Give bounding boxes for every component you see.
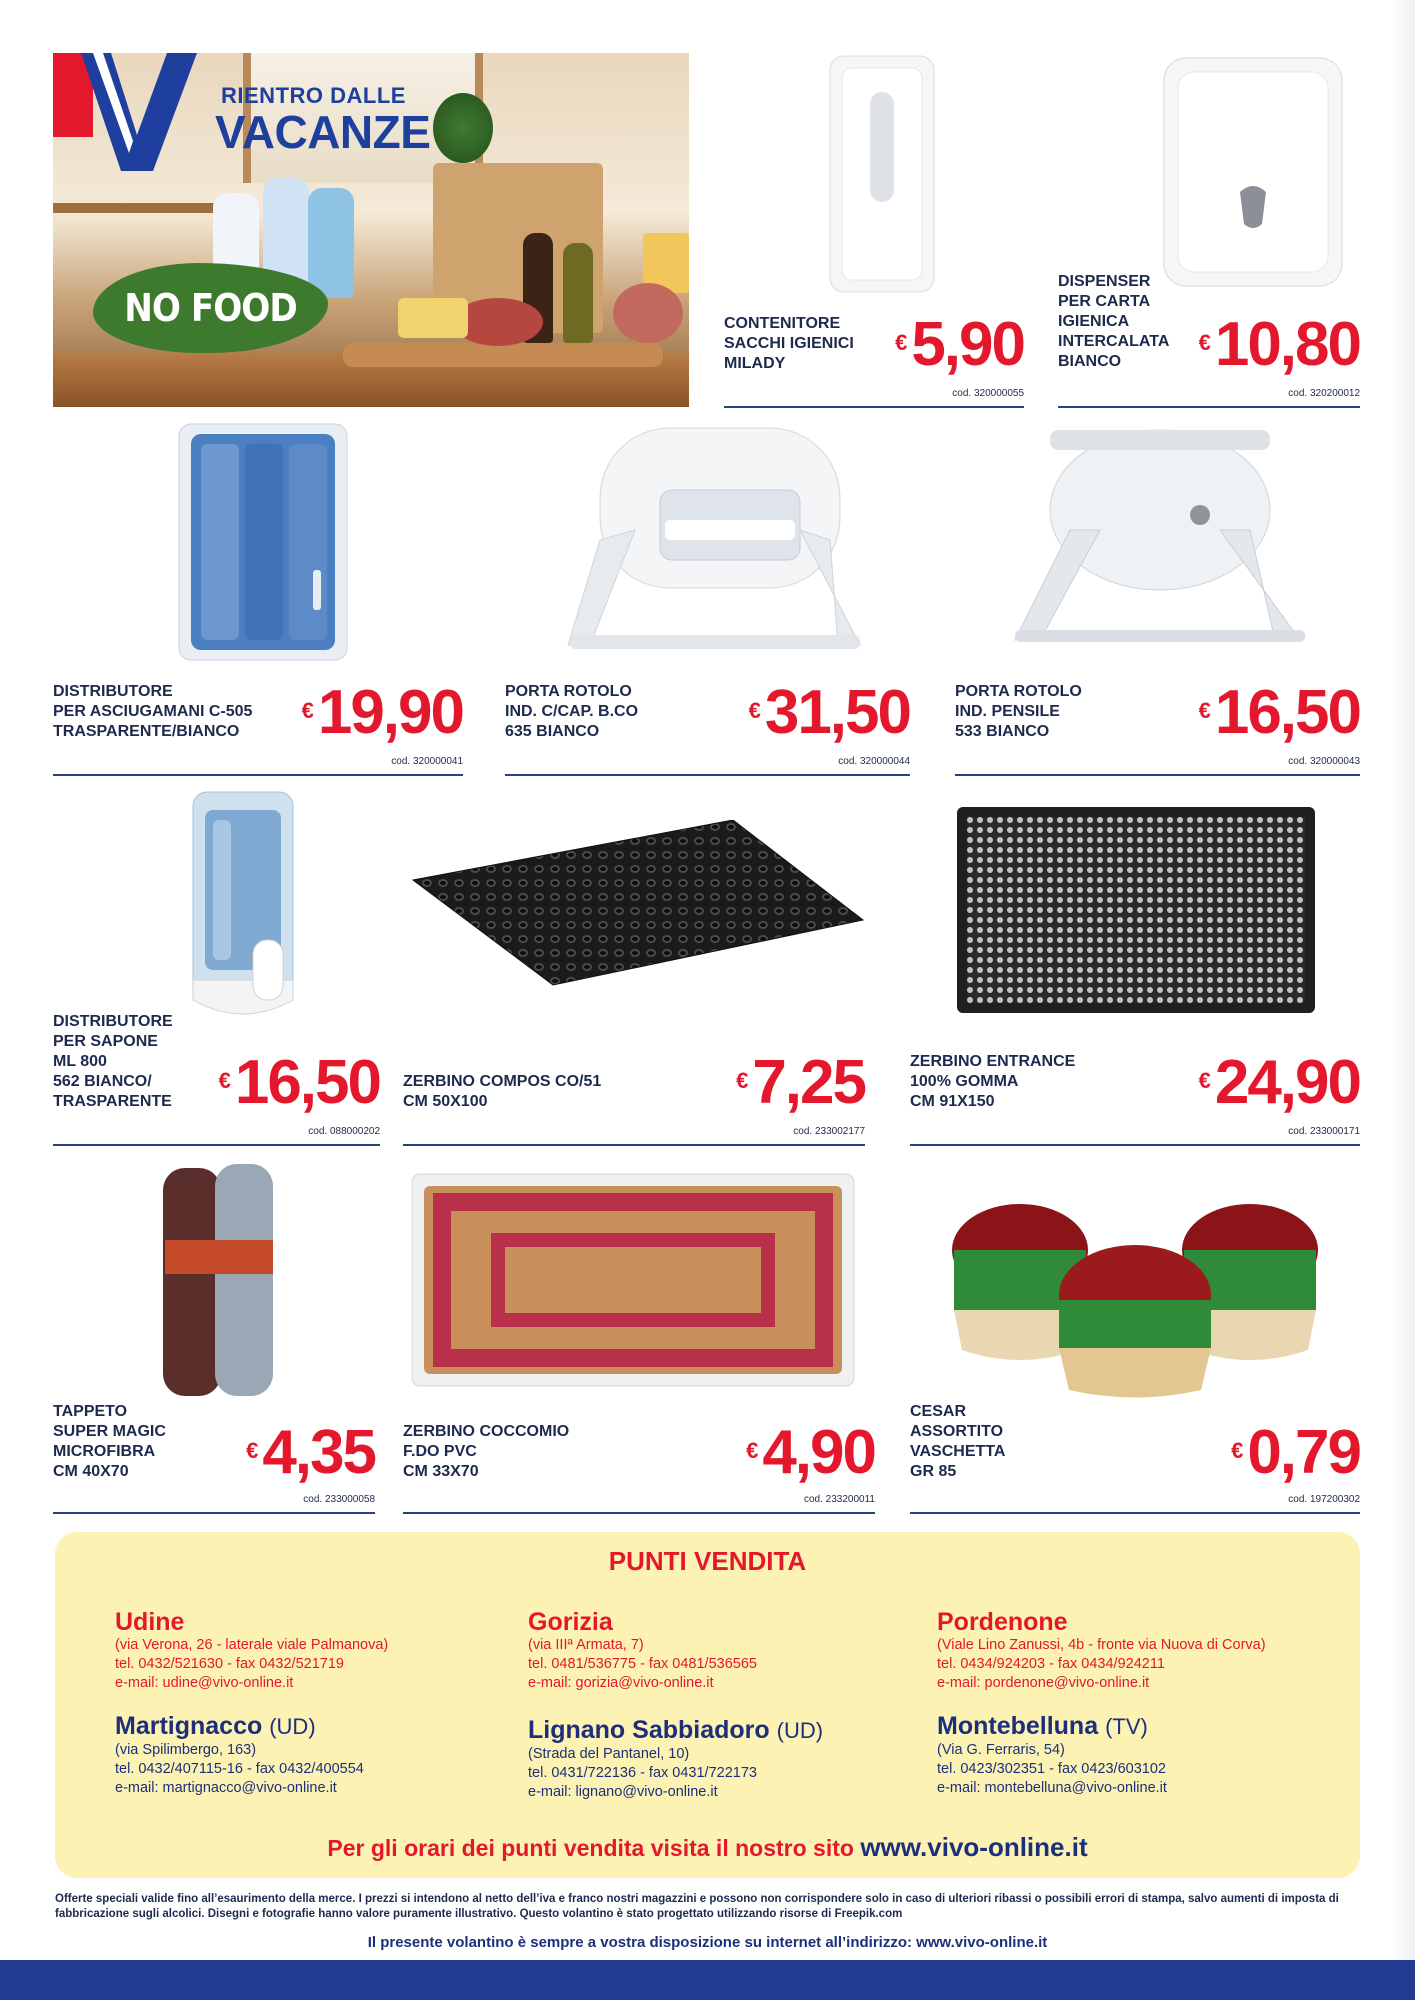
- no-food-badge: NO FOOD: [93, 263, 328, 353]
- product-card: [1058, 52, 1360, 412]
- product-card: [53, 790, 380, 1150]
- stores-panel: [55, 1532, 1360, 1878]
- price-value: 5,90: [911, 310, 1024, 379]
- product-card: [505, 420, 910, 780]
- product-divider: [53, 1144, 380, 1146]
- store-udine: [115, 1608, 535, 1693]
- product-code: cod. 088000202: [308, 1126, 380, 1137]
- product-price: [895, 310, 1024, 380]
- store-province: (UD): [269, 1714, 316, 1739]
- store-address: (via Spilimbergo, 163): [115, 1742, 257, 1758]
- currency-symbol: €: [1231, 1437, 1244, 1463]
- store-city: Pordenone: [937, 1608, 1068, 1636]
- store-city: [528, 1716, 948, 1745]
- soap-dispenser-image: [183, 790, 303, 1030]
- product-description: DISTRIBUTORE PER ASCIUGAMANI C-505 TRASPARENTE/BIANCO: [53, 683, 253, 740]
- product-description: ZERBINO COMPOS CO/51 CM 50X100: [403, 1073, 602, 1110]
- oil-bottle: [563, 243, 593, 343]
- store-city-name: Montebelluna: [937, 1712, 1099, 1740]
- product-divider: [955, 774, 1360, 776]
- currency-symbol: €: [746, 1437, 759, 1463]
- store-city: [937, 1712, 1357, 1741]
- product-divider: [1058, 406, 1360, 408]
- price-value: 7,25: [752, 1048, 865, 1117]
- store-email: e-mail: gorizia@vivo-online.it: [528, 1675, 714, 1691]
- product-description: ZERBINO ENTRANCE 100% GOMMA CM 91X150: [910, 1053, 1076, 1110]
- store-email: e-mail: lignano@vivo-online.it: [528, 1784, 718, 1800]
- product-description: PORTA ROTOLO IND. C/CAP. B.CO 635 BIANCO: [505, 683, 639, 740]
- store-email: e-mail: udine@vivo-online.it: [115, 1675, 294, 1691]
- currency-symbol: €: [895, 329, 908, 355]
- currency-symbol: €: [1198, 697, 1211, 723]
- product-price: [736, 1048, 865, 1118]
- store-city: [115, 1712, 535, 1741]
- towel-dispenser-image: [173, 420, 353, 665]
- price-value: 4,90: [762, 1418, 875, 1487]
- store-address: (Viale Lino Zanussi, 4b - fronte via Nuova di Corva): [937, 1637, 1266, 1653]
- currency-symbol: €: [1198, 1067, 1211, 1093]
- hero-title: [215, 83, 431, 158]
- detergent-bottle: [308, 188, 354, 298]
- currency-symbol: €: [1198, 329, 1211, 355]
- price-value: 24,90: [1214, 1048, 1360, 1117]
- currency-symbol: €: [301, 697, 314, 723]
- store-address: (via IIIª Armata, 7): [528, 1637, 644, 1653]
- product-description: ZERBINO COCCOMIO F.DO PVC CM 33X70: [403, 1423, 570, 1480]
- product-card: [53, 1160, 375, 1518]
- price-value: 31,50: [764, 678, 910, 747]
- page-edge: [1392, 0, 1415, 1960]
- product-description: CESAR ASSORTITO VASCHETTA GR 85: [910, 1403, 1006, 1480]
- product-price: [301, 678, 463, 748]
- price-value: 16,50: [1214, 678, 1360, 747]
- currency-symbol: €: [246, 1437, 259, 1463]
- product-price: [246, 1418, 375, 1488]
- product-code: cod. 320200012: [1288, 388, 1360, 399]
- product-description: CONTENITORE SACCHI IGIENICI MILADY: [724, 315, 854, 372]
- product-description: DISPENSER PER CARTA IGIENICA INTERCALATA BIANCO: [1058, 273, 1170, 370]
- product-code: cod. 233200011: [804, 1494, 875, 1505]
- product-card: [403, 1160, 875, 1518]
- product-price: [1198, 678, 1360, 748]
- price-value: 4,35: [262, 1418, 375, 1487]
- store-province: (UD): [776, 1718, 824, 1743]
- store-phone: tel. 0434/924203 - fax 0434/924211: [937, 1656, 1165, 1672]
- currency-symbol: €: [748, 697, 761, 723]
- store-address: (via Verona, 26 - laterale viale Palmanova): [115, 1637, 389, 1653]
- store-phone: tel. 0481/536775 - fax 0481/536565: [528, 1656, 757, 1672]
- product-card: [910, 790, 1360, 1150]
- store-phone: tel. 0423/302351 - fax 0423/603102: [937, 1761, 1166, 1777]
- product-divider: [403, 1512, 875, 1514]
- product-divider: [505, 774, 910, 776]
- stores-title: PUNTI VENDITA: [608, 1546, 807, 1576]
- product-price: [1198, 1048, 1360, 1118]
- roll-holder-stand-image: [1010, 420, 1310, 665]
- microfiber-rugs-image: [153, 1160, 303, 1400]
- availability-text: Il presente volantino è sempre a vostra disposizione su internet all’indirizzo: www.vivo-online.it: [367, 1934, 1048, 1951]
- store-address: (Via G. Ferraris, 54): [937, 1742, 1065, 1758]
- product-price: [1231, 1418, 1360, 1488]
- store-email: e-mail: martignacco@vivo-online.it: [115, 1780, 337, 1796]
- product-description: PORTA ROTOLO IND. PENSILE 533 BIANCO: [955, 683, 1082, 740]
- product-card: [403, 790, 865, 1150]
- store-phone: tel. 0432/407115-16 - fax 0432/400554: [115, 1761, 364, 1777]
- product-divider: [53, 1512, 375, 1514]
- coir-mat-image: [408, 1170, 858, 1390]
- store-email: e-mail: pordenone@vivo-online.it: [937, 1675, 1150, 1691]
- store-montebelluna: [937, 1712, 1357, 1798]
- hero-title-line1: RIENTRO DALLE: [221, 83, 406, 108]
- store-address: (Strada del Pantanel, 10): [528, 1746, 690, 1762]
- product-code: cod. 320000041: [391, 756, 463, 767]
- store-phone: tel. 0431/722136 - fax 0431/722173: [528, 1765, 757, 1781]
- rubber-mat-image: [403, 820, 865, 990]
- product-description: DISTRIBUTORE PER SAPONE ML 800 562 BIANCO/ TRASPARENTE: [53, 1013, 173, 1110]
- product-description: TAPPETO SUPER MAGIC MICROFIBRA CM 40X70: [53, 1403, 166, 1480]
- product-divider: [724, 406, 1024, 408]
- kitchen-shelf: [53, 203, 233, 213]
- product-divider: [403, 1144, 865, 1146]
- price-value: 0,79: [1247, 1418, 1360, 1487]
- disclaimer-text: Offerte speciali valide fino all’esaurimento della merce. I prezzi si intendono al netto dell’iva e franco nostri magazzini e possono non corrispondere solo in caso di ulteriori ribassi o possibili errori di stampa, salvo aumenti di imposta di fabbricazione sugli alcolici. Disegni e fotografie hanno valore puramente illustrativo. Questo volantino è stato progettato utilizzando risorse di Freepik.com: [55, 1893, 1339, 1920]
- product-card: [53, 420, 463, 780]
- currency-symbol: €: [218, 1067, 231, 1093]
- product-card: [955, 420, 1360, 780]
- bottom-bar: [0, 1960, 1415, 2000]
- store-lignano: [528, 1716, 948, 1802]
- store-email: e-mail: montebelluna@vivo-online.it: [937, 1780, 1167, 1796]
- ham: [613, 283, 683, 343]
- bag-dispenser-image: [822, 52, 942, 297]
- hero-banner: [53, 53, 689, 407]
- store-pordenone: [937, 1608, 1357, 1693]
- store-gorizia: [528, 1608, 948, 1693]
- product-code: cod. 320000055: [952, 388, 1024, 399]
- plant-decoration: [433, 93, 493, 163]
- cutting-board: [343, 343, 663, 367]
- price-value: 19,90: [317, 678, 463, 747]
- roll-holder-covered-image: [560, 420, 870, 665]
- store-martignacco: [115, 1712, 535, 1798]
- website-link[interactable]: www.vivo-online.it: [860, 1832, 1088, 1862]
- product-price: [748, 678, 910, 748]
- product-price: [218, 1048, 380, 1118]
- product-code: cod. 197200302: [1288, 1494, 1360, 1505]
- hero-title-line2: VACANZE: [215, 106, 431, 158]
- product-card: [724, 52, 1024, 412]
- product-divider: [910, 1512, 1360, 1514]
- toilet-paper-dispenser-image: [1158, 52, 1348, 292]
- store-city-name: Lignano Sabbiadoro: [528, 1716, 770, 1744]
- entrance-mat-image: [955, 805, 1317, 1015]
- vivo-v-logo: [53, 53, 203, 173]
- product-code: cod. 320000044: [838, 756, 910, 767]
- product-code: cod. 233002177: [793, 1126, 865, 1137]
- product-price: [1198, 310, 1360, 380]
- product-code: cod. 233000171: [1288, 1126, 1360, 1137]
- price-value: 16,50: [234, 1048, 380, 1117]
- product-price: [746, 1418, 875, 1488]
- store-province: (TV): [1105, 1714, 1148, 1739]
- product-code: cod. 233000058: [303, 1494, 375, 1505]
- cheese: [398, 298, 468, 338]
- product-divider: [910, 1144, 1360, 1146]
- product-card: [910, 1160, 1360, 1518]
- store-phone: tel. 0432/521630 - fax 0432/521719: [115, 1656, 344, 1672]
- store-city-name: Martignacco: [115, 1712, 263, 1740]
- stores-footer-text: Per gli orari dei punti vendita visita il nostro sito: [327, 1835, 854, 1861]
- product-code: cod. 320000043: [1288, 756, 1360, 767]
- stores-footer: [55, 1832, 1360, 1863]
- product-divider: [53, 774, 463, 776]
- currency-symbol: €: [736, 1067, 749, 1093]
- store-city: Udine: [115, 1608, 185, 1636]
- store-city: Gorizia: [528, 1608, 613, 1636]
- cesar-fresh-bowls-image: [950, 1200, 1320, 1400]
- price-value: 10,80: [1214, 310, 1360, 379]
